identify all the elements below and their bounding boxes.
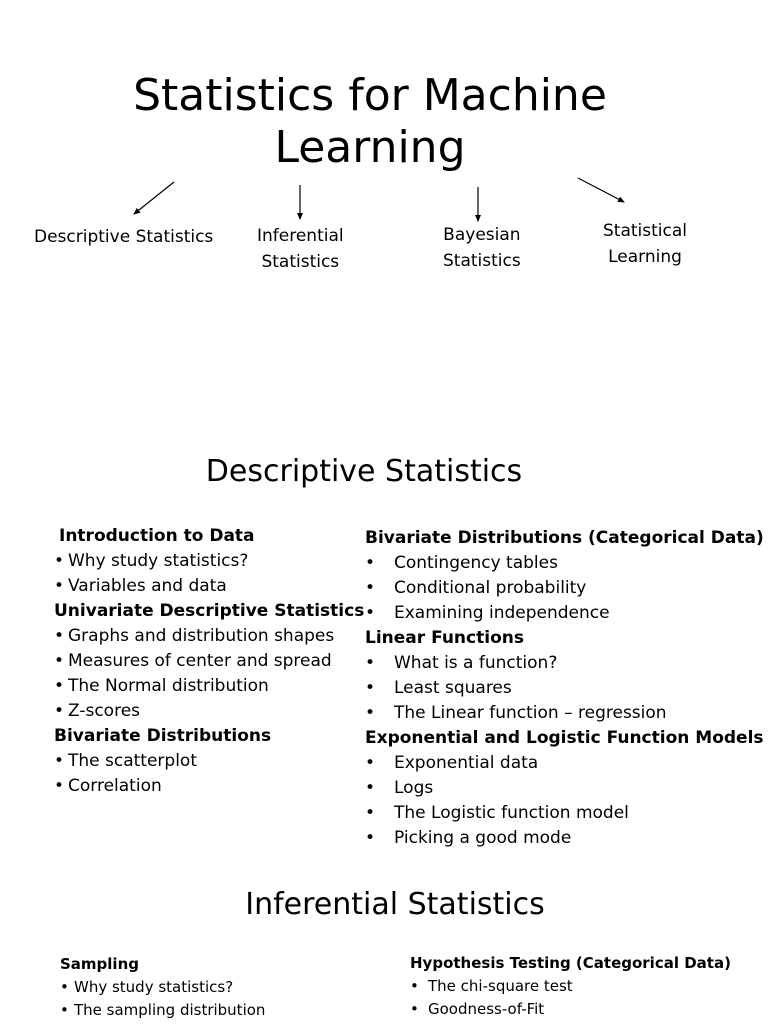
bullet-icon: • [54,551,65,571]
branch-statistical-learning-line-2: Learning [608,247,682,267]
branch-statistical-learning [603,218,687,270]
list-item: • Z-scores [54,699,364,724]
list-item: • The Linear function – regression [365,701,764,726]
bullet-icon: • [54,651,65,671]
list-item: • Goodness-of-Fit [410,998,731,1021]
list-item: • Exponential data [365,751,764,776]
list-item: • What is a function? [365,651,764,676]
arrow-descriptive [134,182,174,214]
bullet-icon: • [54,626,65,646]
arrow-statistical-learning [578,178,624,202]
descriptive-left-column [54,524,364,799]
bullet-icon: • [365,553,376,573]
bullet-icon: • [410,977,419,995]
list-item: • Graphs and distribution shapes [54,624,364,649]
list-item: • Examining independence [365,601,764,626]
branch-descriptive-line-1: Descriptive Statistics [34,227,214,247]
list-item: • Why study statistics? [60,976,265,999]
branch-bayesian [443,222,521,274]
bullet-icon: • [365,803,376,823]
list-item: • The sampling distribution [60,999,265,1022]
bullet-icon: • [365,653,376,673]
list-item: • Picking a good mode [365,826,764,851]
branch-bayesian-line-2: Statistics [443,251,521,271]
descriptive-left-heading-3: Bivariate Distributions [54,726,272,746]
bullet-icon: • [365,778,376,798]
main-title-line-1: Statistics for Machine [133,70,607,121]
branch-inferential-line-1: Inferential [257,226,344,246]
list-item: • The Normal distribution [54,674,364,699]
bullet-icon: • [365,678,376,698]
list-item: • Why study statistics? [54,549,364,574]
list-item: • Measures of center and spread [54,649,364,674]
descriptive-right-column [365,526,764,851]
list-item: • Variables and data [54,574,364,599]
branch-statistical-learning-line-1: Statistical [603,221,687,241]
bullet-icon: • [365,703,376,723]
bullet-icon: • [365,828,376,848]
inferential-right-heading-1: Hypothesis Testing (Categorical Data) [410,954,731,972]
list-item: • Least squares [365,676,764,701]
descriptive-section-title: Descriptive Statistics [205,454,523,489]
bullet-icon: • [54,751,65,771]
bullet-icon: • [60,1001,69,1019]
bullet-icon: • [60,978,69,996]
list-item: • Contingency tables [365,551,764,576]
branch-inferential [257,223,344,275]
list-item: • Correlation [54,774,364,799]
bullet-icon: • [365,578,376,598]
list-item: • The Logistic function model [365,801,764,826]
descriptive-right-heading-3: Exponential and Logistic Function Models [365,728,764,748]
descriptive-right-heading-1: Bivariate Distributions (Categorical Data) [365,528,764,548]
bullet-icon: • [365,753,376,773]
bullet-icon: • [54,701,65,721]
descriptive-left-heading-2: Univariate Descriptive Statistics [54,601,365,621]
inferential-section-title: Inferential Statistics [245,887,545,922]
list-item: • Conditional probability [365,576,764,601]
branch-inferential-line-2: Statistics [261,252,340,272]
list-item: • The chi-square test [410,975,731,998]
bullet-icon: • [54,776,65,796]
bullet-icon: • [365,603,376,623]
inferential-left-heading-1: Sampling [60,955,139,973]
bullet-icon: • [54,676,65,696]
descriptive-left-heading-1: Introduction to Data [59,526,255,546]
list-item: • Logs [365,776,764,801]
bullet-icon: • [54,576,65,596]
branch-descriptive [34,224,213,250]
branch-bayesian-line-1: Bayesian [443,225,521,245]
list-item: • The scatterplot [54,749,364,774]
inferential-left-column [60,953,265,1022]
main-title-line-2: Learning [274,122,466,173]
inferential-right-column [410,952,731,1021]
descriptive-right-heading-2: Linear Functions [365,628,524,648]
bullet-icon: • [410,1000,419,1018]
